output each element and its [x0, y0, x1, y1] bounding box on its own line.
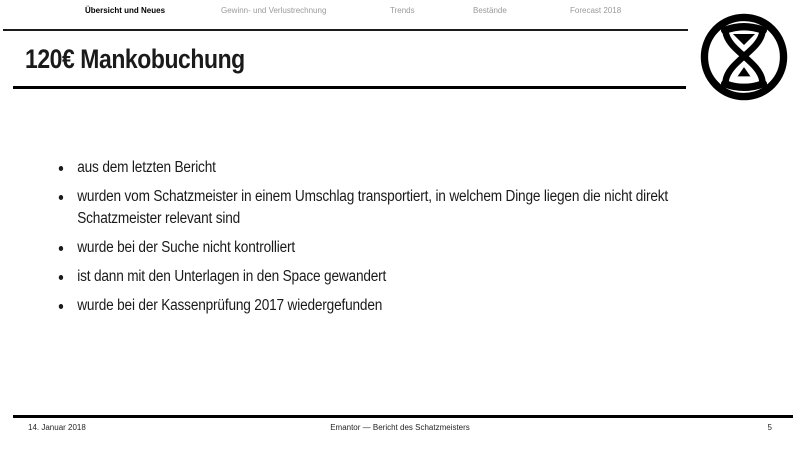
bullet-text: ist dann mit den Unterlagen in den Space gewandert — [77, 268, 387, 285]
bullet-text: wurde bei der Kassenprüfung 2017 wiedergefunden — [77, 297, 383, 314]
nav-item-trends[interactable]: Trends — [390, 6, 415, 15]
nav-item-forecast-2018[interactable]: Forecast 2018 — [570, 6, 622, 15]
nav-item-gewinn-und-verlustrechnung[interactable]: Gewinn- und Verlustrechnung — [221, 6, 327, 15]
hourglass-in-circle-icon — [698, 11, 790, 103]
bullet-item — [57, 237, 691, 259]
title-top-rule — [3, 29, 688, 31]
bullet-text: wurde bei der Suche nicht kontrolliert — [77, 239, 295, 256]
bullet-item — [57, 266, 691, 288]
footer-rule — [13, 415, 793, 418]
bullet-item — [57, 186, 691, 230]
title-bottom-rule — [13, 86, 686, 89]
nav-item-bestaende[interactable]: Bestände — [473, 6, 507, 15]
bullet-text: wurden vom Schatzmeister in einem Umschlag transportiert, in welchem Dinge liegen die nicht direkt Schatzmeister relevant sind — [77, 188, 669, 227]
bullet-item — [57, 295, 691, 317]
bullet-list — [57, 157, 691, 324]
footer-page-number: 5 — [767, 423, 772, 432]
bullet-item — [57, 157, 691, 179]
footer-date: 14. Januar 2018 — [28, 423, 86, 432]
bullet-text: aus dem letzten Bericht — [77, 159, 216, 176]
footer-presentation-title: Emantor — Bericht des Schatzmeisters — [330, 423, 470, 432]
nav-item-uebersicht-und-neues[interactable]: Übersicht und Neues — [85, 6, 166, 15]
slide-title: 120€ Mankobuchung — [25, 44, 245, 74]
